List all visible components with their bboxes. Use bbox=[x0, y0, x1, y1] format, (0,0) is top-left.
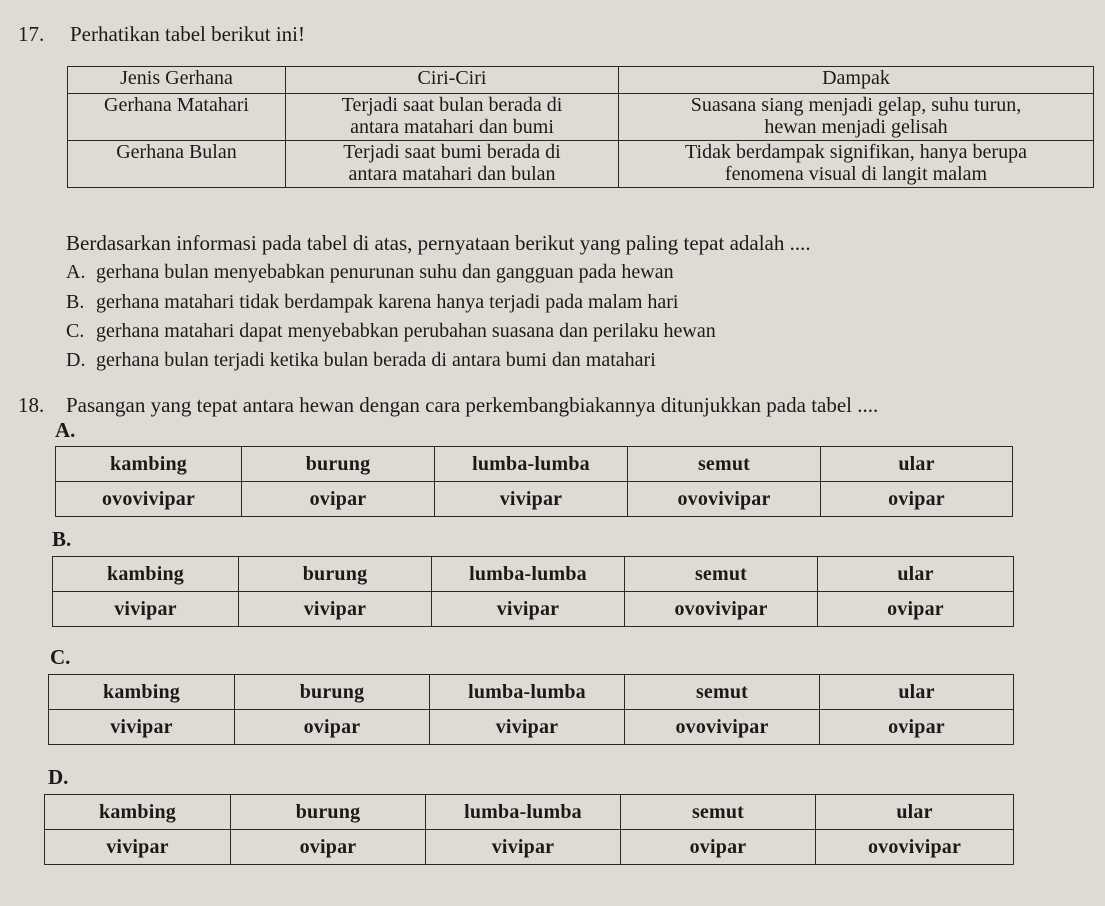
animal-cell: lumba-lumba bbox=[426, 795, 621, 830]
header-ciri: Ciri-Ciri bbox=[286, 67, 619, 94]
animal-row bbox=[45, 795, 1014, 830]
option-text: gerhana bulan terjadi ketika bulan berada di antara bumi dan matahari bbox=[96, 349, 656, 371]
animal-cell: kambing bbox=[56, 447, 242, 482]
option-17-a[interactable] bbox=[66, 261, 674, 284]
animal-cell: semut bbox=[628, 447, 821, 482]
reproduction-cell: vivipar bbox=[49, 710, 235, 745]
header-dampak: Dampak bbox=[619, 67, 1094, 94]
cell-dampak-line: fenomena visual di langit malam bbox=[724, 163, 988, 185]
option-label: A. bbox=[66, 261, 86, 283]
question-18-number: 18. bbox=[18, 393, 45, 417]
animal-cell: burung bbox=[235, 675, 430, 710]
option-18-d-table[interactable] bbox=[44, 794, 1014, 865]
option-18-b-table[interactable] bbox=[52, 556, 1014, 627]
reproduction-cell: vivipar bbox=[45, 830, 231, 865]
reproduction-cell: ovipar bbox=[231, 830, 426, 865]
animal-cell: kambing bbox=[49, 675, 235, 710]
reproduction-cell: ovipar bbox=[621, 830, 816, 865]
animal-cell: kambing bbox=[45, 795, 231, 830]
reproduction-cell: ovipar bbox=[235, 710, 430, 745]
option-17-c[interactable] bbox=[66, 320, 716, 343]
reproduction-cell: ovovivipar bbox=[628, 482, 821, 517]
option-label: C. bbox=[66, 320, 85, 342]
question-17-number: 17. bbox=[18, 22, 45, 46]
cell-ciri bbox=[286, 94, 619, 141]
reproduction-row bbox=[53, 592, 1014, 627]
option-17-b[interactable] bbox=[66, 291, 679, 314]
animal-cell: semut bbox=[621, 795, 816, 830]
option-label: B. bbox=[66, 291, 85, 313]
cell-dampak-line: Suasana siang menjadi gelap, suhu turun, bbox=[690, 94, 1022, 116]
animal-row bbox=[53, 557, 1014, 592]
animal-cell: lumba-lumba bbox=[432, 557, 625, 592]
cell-jenis: Gerhana Bulan bbox=[68, 141, 286, 188]
animal-cell: semut bbox=[625, 675, 820, 710]
question-17-intro: Perhatikan tabel berikut ini! bbox=[70, 22, 306, 46]
reproduction-cell: vivipar bbox=[432, 592, 625, 627]
table-row bbox=[68, 141, 1094, 188]
cell-ciri-line: Terjadi saat bumi berada di bbox=[343, 141, 561, 163]
cell-dampak-line: Tidak berdampak signifikan, hanya berupa bbox=[685, 141, 1027, 163]
animal-row bbox=[56, 447, 1013, 482]
option-text: gerhana matahari dapat menyebabkan perubahan suasana dan perilaku hewan bbox=[96, 320, 716, 342]
cell-dampak bbox=[619, 94, 1094, 141]
option-18-c-table[interactable] bbox=[48, 674, 1014, 745]
animal-cell: burung bbox=[242, 447, 435, 482]
option-text: gerhana matahari tidak berdampak karena hanya terjadi pada malam hari bbox=[96, 291, 679, 313]
animal-cell: lumba-lumba bbox=[430, 675, 625, 710]
table-row bbox=[68, 94, 1094, 141]
animal-row bbox=[49, 675, 1014, 710]
cell-jenis: Gerhana Matahari bbox=[68, 94, 286, 141]
eclipse-table bbox=[67, 66, 1094, 188]
option-17-d[interactable] bbox=[66, 349, 656, 372]
reproduction-cell: ovipar bbox=[242, 482, 435, 517]
animal-cell: ular bbox=[816, 795, 1014, 830]
reproduction-cell: ovovivipar bbox=[625, 710, 820, 745]
reproduction-row bbox=[45, 830, 1014, 865]
question-17-text: Berdasarkan informasi pada tabel di atas, pernyataan berikut yang paling tepat adalah .... bbox=[66, 231, 811, 255]
reproduction-cell: vivipar bbox=[53, 592, 239, 627]
animal-cell: ular bbox=[818, 557, 1014, 592]
reproduction-cell: ovipar bbox=[821, 482, 1013, 517]
reproduction-cell: vivipar bbox=[426, 830, 621, 865]
option-18-a-table[interactable] bbox=[55, 446, 1013, 517]
cell-ciri-line: antara matahari dan bumi bbox=[350, 116, 554, 138]
table-header-row bbox=[68, 67, 1094, 94]
option-label: D. bbox=[66, 349, 86, 371]
reproduction-cell: vivipar bbox=[239, 592, 432, 627]
cell-ciri-line: Terjadi saat bulan berada di bbox=[341, 94, 563, 116]
reproduction-row bbox=[49, 710, 1014, 745]
animal-cell: burung bbox=[239, 557, 432, 592]
cell-ciri-line: antara matahari dan bulan bbox=[348, 163, 556, 185]
option-18-a-label[interactable]: A. bbox=[55, 418, 76, 442]
reproduction-cell: ovovivipar bbox=[625, 592, 818, 627]
reproduction-row bbox=[56, 482, 1013, 517]
option-18-b-label[interactable]: B. bbox=[52, 527, 72, 551]
animal-cell: semut bbox=[625, 557, 818, 592]
animal-cell: lumba-lumba bbox=[435, 447, 628, 482]
animal-cell: ular bbox=[820, 675, 1014, 710]
reproduction-cell: ovovivipar bbox=[816, 830, 1014, 865]
animal-cell: kambing bbox=[53, 557, 239, 592]
reproduction-cell: ovovivipar bbox=[56, 482, 242, 517]
option-18-d-label[interactable]: D. bbox=[48, 765, 69, 789]
question-18-text: Pasangan yang tepat antara hewan dengan cara perkembangbiakannya ditunjukkan pada tabel .... bbox=[66, 393, 879, 417]
cell-dampak-line: hewan menjadi gelisah bbox=[764, 116, 948, 138]
cell-ciri bbox=[286, 141, 619, 188]
cell-dampak bbox=[619, 141, 1094, 188]
animal-cell: ular bbox=[821, 447, 1013, 482]
header-jenis: Jenis Gerhana bbox=[68, 67, 286, 94]
animal-cell: burung bbox=[231, 795, 426, 830]
reproduction-cell: vivipar bbox=[430, 710, 625, 745]
reproduction-cell: ovipar bbox=[820, 710, 1014, 745]
option-18-c-label[interactable]: C. bbox=[50, 645, 71, 669]
reproduction-cell: ovipar bbox=[818, 592, 1014, 627]
option-text: gerhana bulan menyebabkan penurunan suhu dan gangguan pada hewan bbox=[96, 261, 674, 283]
reproduction-cell: vivipar bbox=[435, 482, 628, 517]
